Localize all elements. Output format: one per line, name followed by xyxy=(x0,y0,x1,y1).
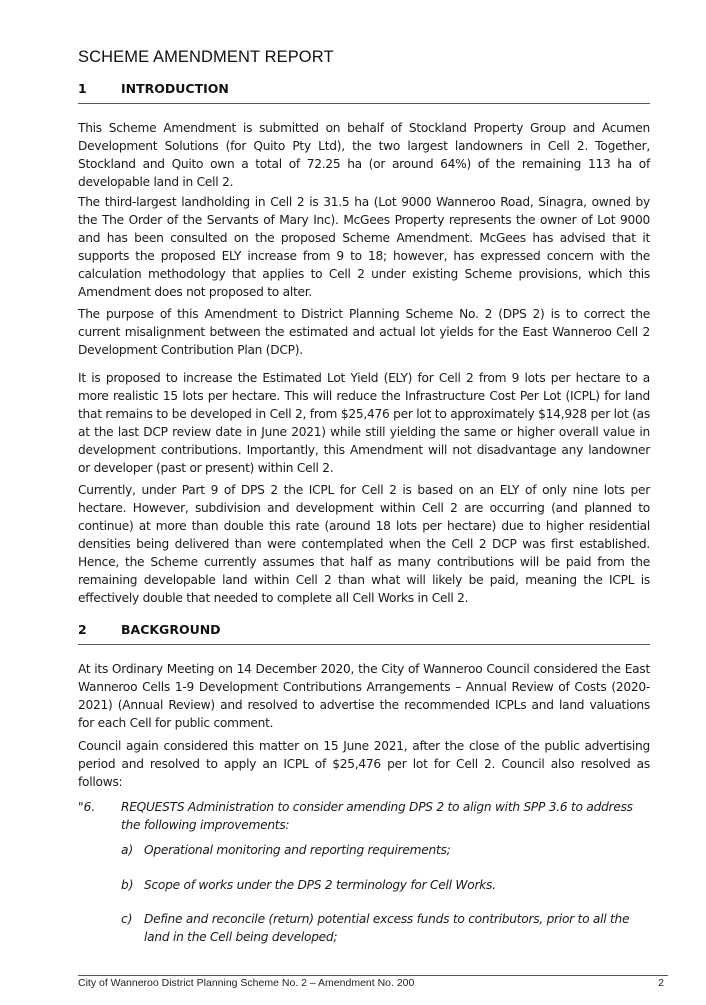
page-number: 2 xyxy=(658,977,664,989)
paragraph: It is proposed to increase the Estimated Lot Yield (ELY) for Cell 2 from 9 lots per hectare to a more realistic 15 lots per hectare. This will reduce the Infrastructure Cost Per Lot (ICPL) for land that remains to be developed in Cell 2, from $25,476 per lot to approximately $14,928 per lot (as at the last DCP review date in June 2021) while still yielding the same or higher overall value in development contributions. Importantly, this Amendment will not disadvantage any landowner or developer (past or present) within Cell 2. xyxy=(78,371,650,475)
quote-text: REQUESTS Administration to consider amending DPS 2 to align with SPP 3.6 to address the following improvements: xyxy=(121,800,633,832)
list-item: Operational monitoring and reporting requirements; xyxy=(144,843,451,857)
paragraph: This Scheme Amendment is submitted on behalf of Stockland Property Group and Acumen Development Solutions (for Quito Pty Ltd), the two largest landowners in Cell 2. Together, Stockland and Quito own a total of 72.25 ha (or around 64%) of the remaining 113 ha of developable land in Cell 2. xyxy=(78,121,650,189)
page-title: SCHEME AMENDMENT REPORT xyxy=(78,48,334,66)
paragraph: Council again considered this matter on 15 June 2021, after the close of the public advertising period and resolved to apply an ICPL of $25,476 per lot for Cell 2. Council also resolved as follows: xyxy=(78,739,650,789)
paragraph: At its Ordinary Meeting on 14 December 2020, the City of Wanneroo Council considered the East Wanneroo Cells 1-9 Development Contributions Arrangements – Annual Review of Costs (2020-2021) (Annual Review) and resolved to advertise the recommended ICPLs and land valuations for each Cell for public comment. xyxy=(78,662,650,730)
section-number: 2 xyxy=(78,622,87,637)
list-item-letter: a) xyxy=(121,843,134,857)
quote-number: "6. xyxy=(78,800,96,814)
section-title: INTRODUCTION xyxy=(121,81,229,96)
section-heading-background xyxy=(78,620,650,645)
list-item: Scope of works under the DPS 2 terminology for Cell Works. xyxy=(144,878,496,892)
section-title: BACKGROUND xyxy=(121,622,221,637)
paragraph: The third-largest landholding in Cell 2 is 31.5 ha (Lot 9000 Wanneroo Road, Sinagra, owned by the The Order of the Servants of Mary Inc). McGees Property represents the owner of Lot 9000 and has been consulted on the proposed Scheme Amendment. McGees has advised that it supports the proposed ELY increase from 9 to 18; however, has expressed concern with the calculation methodology that applies to Cell 2 under existing Scheme provisions, which this Amendment does not proposed to alter. xyxy=(78,195,650,299)
footer-divider xyxy=(78,975,668,976)
paragraph: The purpose of this Amendment to District Planning Scheme No. 2 (DPS 2) is to correct the current misalignment between the estimated and actual lot yields for the East Wanneroo Cell 2 Development Contribution Plan (DCP). xyxy=(78,307,650,357)
paragraph: Currently, under Part 9 of DPS 2 the ICPL for Cell 2 is based on an ELY of only nine lots per hectare. However, subdivision and development within Cell 2 are occurring (and planned to continue) at more than double this rate (around 18 lots per hectare) due to higher residential densities being delivered than were contemplated when the Cell 2 DCP was first established. Hence, the Scheme currently assumes that half as many contributions will be paid from the remaining developable land within Cell 2 than what will likely be paid, meaning the ICPL is effectively double that needed to complete all Cell Works in Cell 2. xyxy=(78,483,650,605)
footer-text: City of Wanneroo District Planning Scheme No. 2 – Amendment No. 200 xyxy=(78,977,415,989)
list-item-letter: b) xyxy=(121,878,134,892)
list-item-letter: c) xyxy=(121,912,133,926)
list-item: Define and reconcile (return) potential excess funds to contributors, prior to all the land in the Cell being developed; xyxy=(144,912,630,944)
section-heading-introduction xyxy=(78,79,650,104)
section-number: 1 xyxy=(78,81,87,96)
